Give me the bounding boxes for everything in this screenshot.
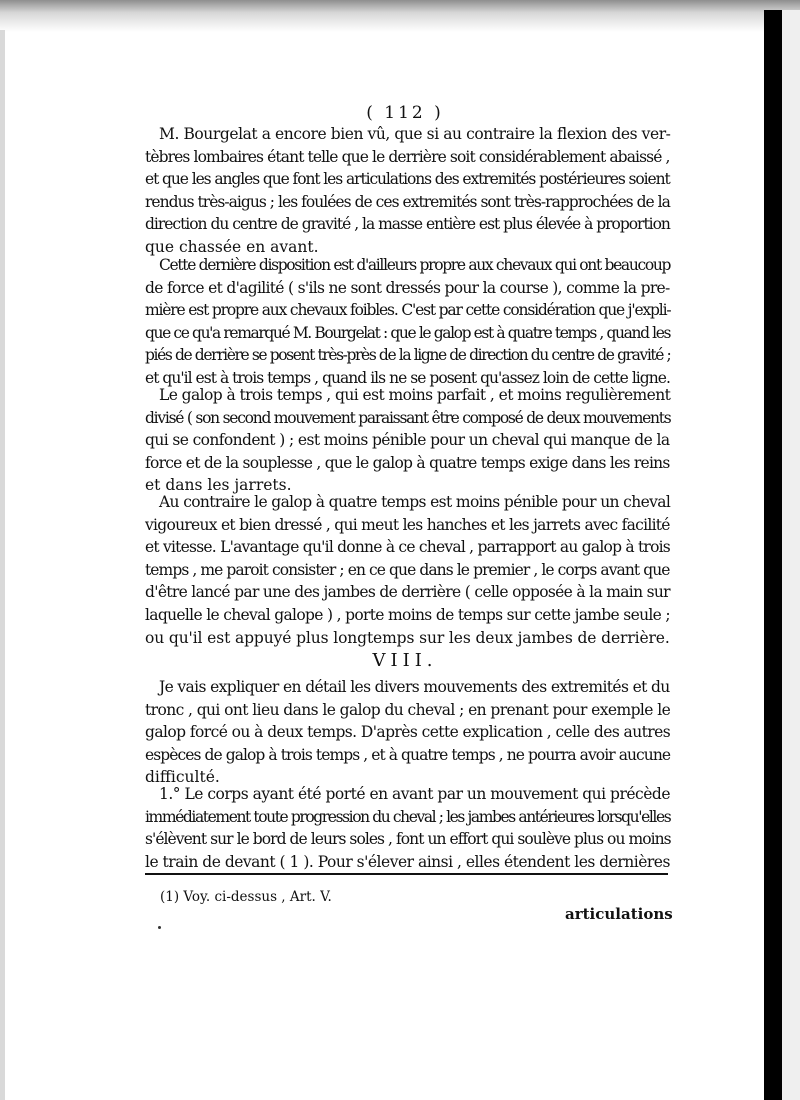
text-line: rendus très-aigus ; les foulées de ces extremités sont très-rapprochées de la [145,192,670,211]
text-line: Je vais expliquer en détail les divers mouvements des extremités et du [159,678,670,696]
text-line: le train de devant ( 1 ). Pour s'élever ainsi , elles étendent les dernières [145,852,670,871]
text-line: et vitesse. L'avantage qu'il donne à ce cheval , parrapport au galop à trois [145,538,670,557]
ink-speck [158,926,161,929]
text-line: temps , me paroit consister ; en ce que dans le premier , le corps avant que [145,560,670,579]
text-line: que ce qu'a remarqué M. Bourgelat : que le galop est à quatre temps , quand les [145,323,671,342]
text-line: piés de derrière se posent très-près de la ligne de direction du centre de gravité ; [145,346,671,365]
text-line: laquelle le cheval galope ) , porte moins de temps sur cette jambe seule ; [145,605,670,624]
text-line: tèbres lombaires étant telle que le derrière soit considérablement abaissé , [145,147,670,166]
paragraph-5 [145,676,670,789]
paragraph-3 [145,384,670,497]
text-line: galop forcé ou à deux temps. D'après cette explication , celle des autres [145,723,671,742]
paragraph-1 [145,123,670,259]
text-line: vigoureux et bien dressé , qui meut les hanches et les jarrets avec facilité [145,515,670,534]
text-line: d'être lancé par une des jambes de derrière ( celle opposée à la main sur [145,583,670,602]
text-line: mière est propre aux chevaux foibles. C'est par cette considération que j'expli- [145,301,671,320]
text-line: et qu'il est à trois temps , quand ils ne se posent qu'assez loin de cette ligne. [145,368,670,387]
text-line: M. Bourgelat a encore bien vû, que si au contraire la flexion des ver- [159,125,671,143]
catchword: articulations [565,905,673,923]
text-line: que chassée en avant. [145,237,319,256]
section-heading: VIII. [372,650,438,671]
text-line: Au contraire le galop à quatre temps est moins pénible pour un cheval [159,493,671,511]
paragraph-4 [145,491,670,649]
text-line: divisé ( son second mouvement paraissant être composé de deux mouvements [145,408,671,427]
text-line: et dans les jarrets. [145,476,292,495]
text-line: force et de la souplesse , que le galop à quatre temps exige dans les reins [145,453,670,472]
text-line: espèces de galop à trois temps , et à quatre temps , ne pourra avoir aucune [145,745,671,764]
text-line: Cette dernière disposition est d'ailleurs propre aux chevaux qui ont beaucoup [159,256,671,274]
text-line: qui se confondent ) ; est moins pénible pour un cheval qui manque de la [145,431,670,450]
text-line: 1.° Le corps ayant été porté en avant par un mouvement qui précède [159,785,670,803]
paragraph-2 [145,254,670,390]
text-line: difficulté. [145,768,220,787]
text-line: ou qu'il est appuyé plus longtemps sur les deux jambes de derrière. [145,628,670,647]
footnote-rule [145,873,668,875]
text-line: immédiatement toute progression du cheval ; les jambes antérieures lorsqu'elles [145,807,671,826]
text-line: de force et d'agilité ( s'ils ne sont dressés pour la course ), comme la pre- [145,278,670,297]
text-line: tronc , qui ont lieu dans le galop du cheval ; en prenant pour exemple le [145,700,671,719]
text-line: s'élèvent sur le bord de leurs soles , font un effort qui soulève plus ou moins [145,830,671,849]
footnote: (1) Voy. ci-dessus , Art. V. [160,889,332,905]
text-line: direction du centre de gravité , la masse entière est plus élevée à proportion [145,215,670,234]
page-number: ( 112 ) [366,103,444,123]
text-line: et que les angles que font les articulations des extremités postérieures soient [145,170,670,189]
paragraph-6 [145,783,670,873]
text-line: Le galop à trois temps , qui est moins parfait , et moins regulièrement [159,386,671,404]
